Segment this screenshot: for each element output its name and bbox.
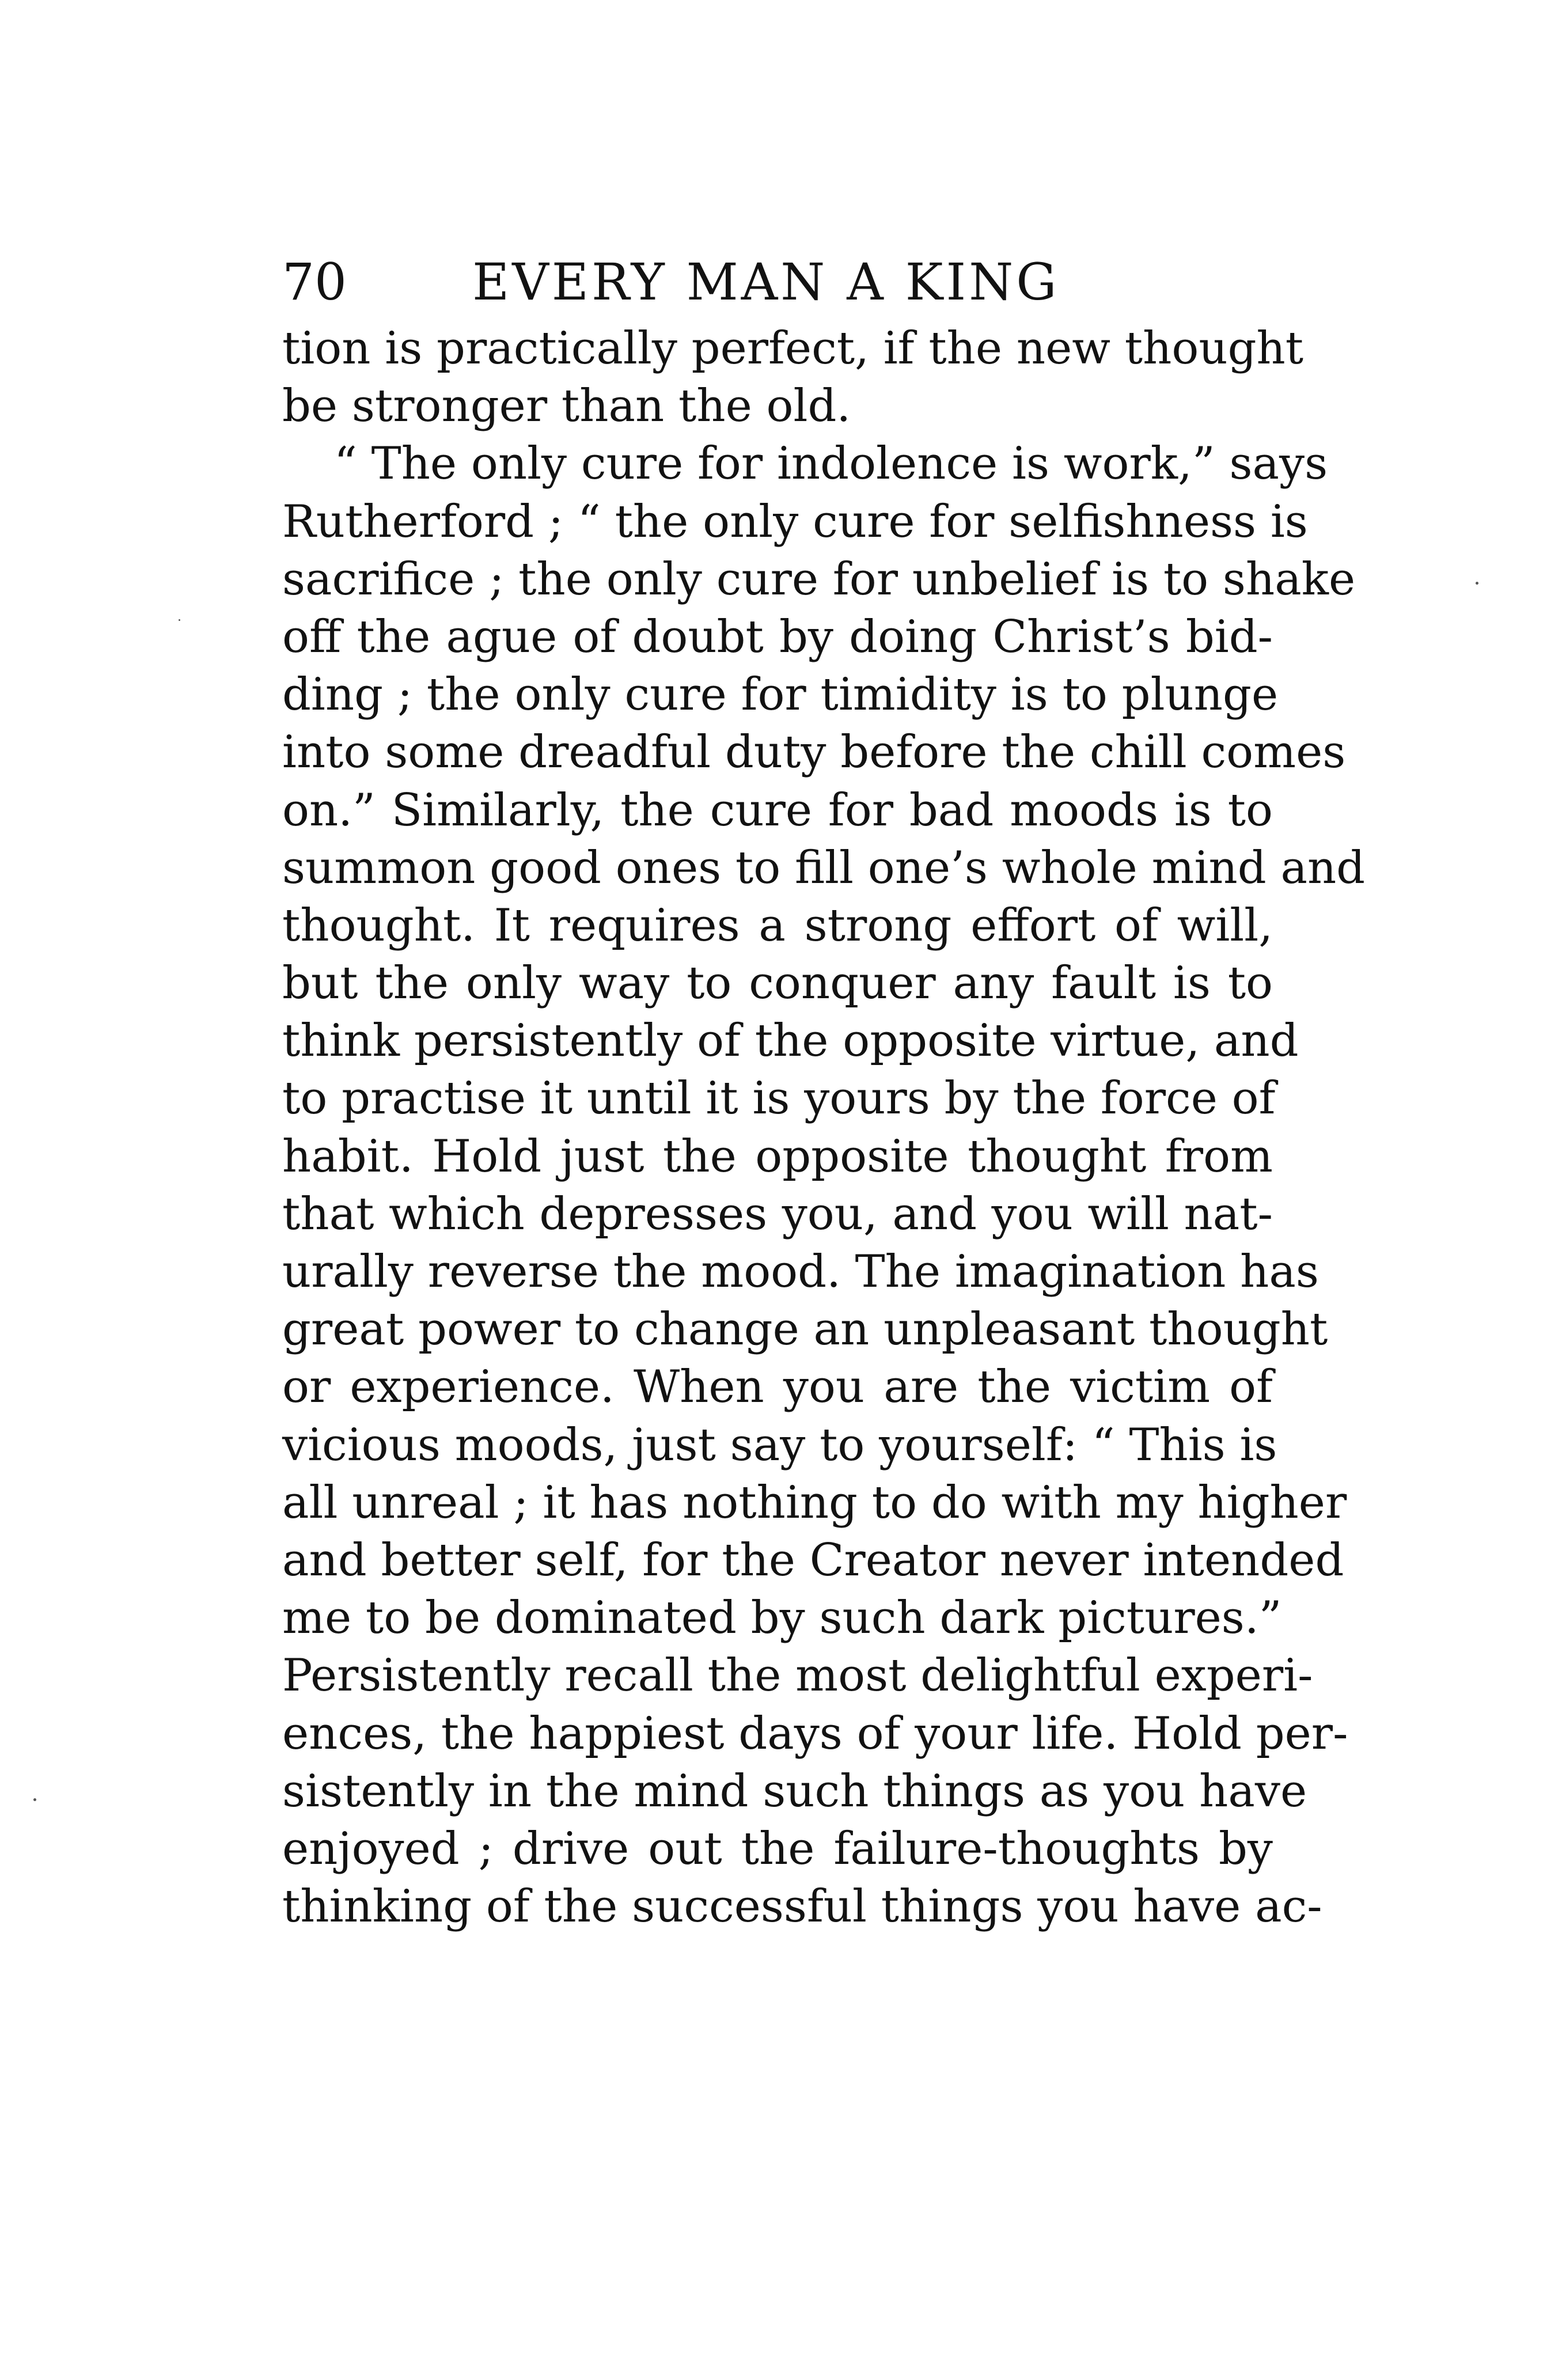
text-line: urally reverse the mood. The imagination has (282, 1246, 1319, 1298)
text-line: think persistently of the opposite virtue, and (282, 1015, 1299, 1067)
text-line: great power to change an unpleasant thought (282, 1303, 1328, 1356)
text-line: Rutherford ; “ the only cure for selfishness is (282, 495, 1308, 548)
body-text (282, 320, 1366, 1935)
scan-speck (33, 1798, 36, 1801)
text-line: sacrifice ; the only cure for unbelief is to shake (282, 553, 1356, 605)
text-line: all unreal ; it has nothing to do with my higher (282, 1476, 1347, 1529)
text-line: tion is practically perfect, if the new thought (282, 323, 1304, 374)
scan-speck (179, 619, 180, 621)
scan-speck (1476, 582, 1478, 585)
text-line: thinking of the successful things you have ac- (282, 1881, 1322, 1933)
page-header (282, 248, 1273, 317)
text-line: that which depresses you, and you will nat- (282, 1188, 1273, 1240)
text-line: be stronger than the old. (282, 380, 851, 433)
text-line: vicious moods, just say to yourself: “ This is (282, 1419, 1277, 1471)
text-line: me to be dominated by such dark pictures.” (282, 1592, 1282, 1644)
text-line: “ The only cure for indolence is work,” says (334, 438, 1328, 490)
text-line: but the only way to conquer any fault is to (282, 957, 1273, 1010)
running-head: EVERY MAN A KING (472, 252, 1060, 312)
text-line: or experience. When you are the victim of (282, 1361, 1273, 1413)
text-line: into some dreadful duty before the chill comes (282, 726, 1346, 779)
text-line: enjoyed ; drive out the failure-thoughts by (282, 1822, 1273, 1875)
text-line: off the ague of doubt by doing Christ’s bid- (282, 611, 1273, 663)
text-line: and better self, for the Creator never intended (282, 1534, 1344, 1586)
text-line: habit. Hold just the opposite thought from (282, 1130, 1273, 1183)
text-line: ding ; the only cure for timidity is to plunge (282, 669, 1279, 721)
text-line: ences, the happiest days of your life. Hold per- (282, 1707, 1348, 1760)
page-number: 70 (282, 252, 347, 312)
text-line: summon good ones to fill one’s whole mind and (282, 842, 1366, 894)
text-line: to practise it until it is yours by the force of (282, 1072, 1276, 1125)
text-line: thought. It requires a strong effort of will, (282, 899, 1273, 952)
text-line: on.” Similarly, the cure for bad moods is to (282, 784, 1273, 836)
text-line: sistently in the mind such things as you have (282, 1765, 1307, 1817)
text-line: Persistently recall the most delightful experi- (282, 1650, 1313, 1702)
